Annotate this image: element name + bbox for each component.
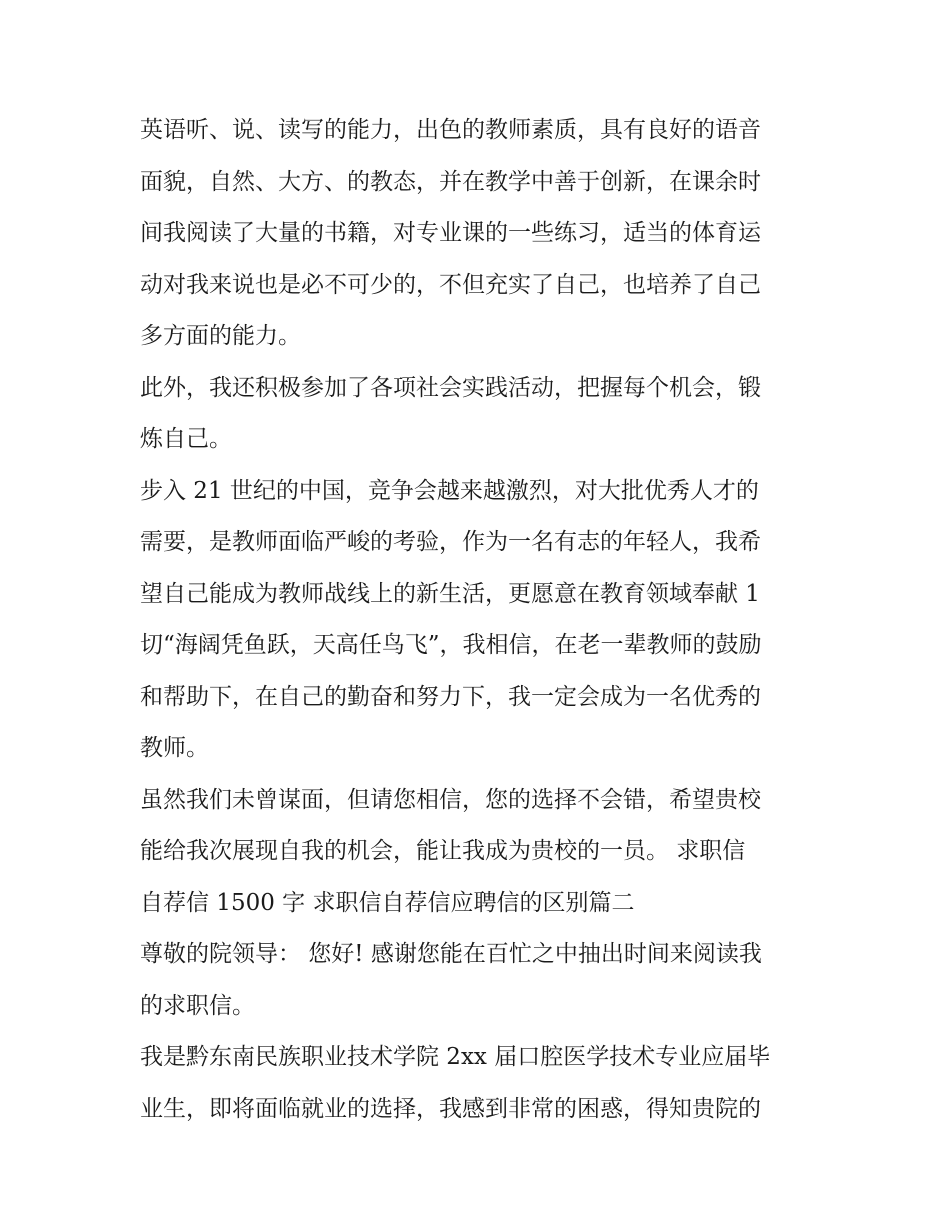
text-line-13: 教师。 — [140, 735, 209, 761]
text-line-10: 望自己能成为教师战线上的新生活，更愿意在教育领域奉献 1 — [140, 580, 760, 607]
text-line-18: 的求职信。 — [140, 992, 255, 1019]
text-line-6: 此外，我还积极参加了各项社会实践活动，把握每个机会，锻 — [140, 374, 761, 401]
text-line-15: 能给我次展现自我的机会，能让我成为贵校的一员。 求职信 — [140, 838, 746, 864]
text-line-11: 切“海阔凭鱼跃，天高任鸟飞”，我相信，在老一辈教师的鼓励 — [140, 632, 762, 658]
text-line-3: 间我阅读了大量的书籍，对专业课的一些练习，适当的体育运 — [140, 220, 761, 246]
document-body — [140, 105, 820, 1135]
text-line-4: 动对我来说也是必不可少的，不但充实了自己，也培养了自己 — [140, 271, 761, 298]
text-line-9: 需要，是教师面临严峻的考验，作为一名有志的年轻人，我希 — [140, 529, 761, 555]
text-line-1: 英语听、说、读写的能力，出色的教师素质，具有良好的语音 — [140, 117, 761, 143]
text-line-5: 多方面的能力。 — [140, 323, 301, 349]
text-line-12: 和帮助下，在自己的勤奋和努力下，我一定会成为一名优秀的 — [140, 683, 761, 710]
text-line-8: 步入 21 世纪的中国，竞争会越来越激烈，对大批优秀人才的 — [140, 477, 759, 504]
text-line-7: 炼自己。 — [140, 426, 232, 452]
text-line-16: 自荐信 1500 字 求职信自荐信应聘信的区别篇二 — [140, 889, 635, 916]
text-line-20: 业生，即将面临就业的选择，我感到非常的困惑，得知贵院的 — [140, 1095, 761, 1122]
text-line-2: 面貌，自然、大方、的教态，并在教学中善于创新，在课余时 — [140, 168, 761, 195]
text-line-17: 尊敬的院领导： 您好! 感谢您能在百忙之中抽出时间来阅读我 — [140, 941, 762, 967]
text-line-19: 我是黔东南民族职业技术学院 2xx 届口腔医学技术专业应届毕 — [140, 1044, 771, 1070]
text-line-14: 虽然我们未曾谋面，但请您相信，您的选择不会错，希望贵校 — [140, 786, 761, 813]
